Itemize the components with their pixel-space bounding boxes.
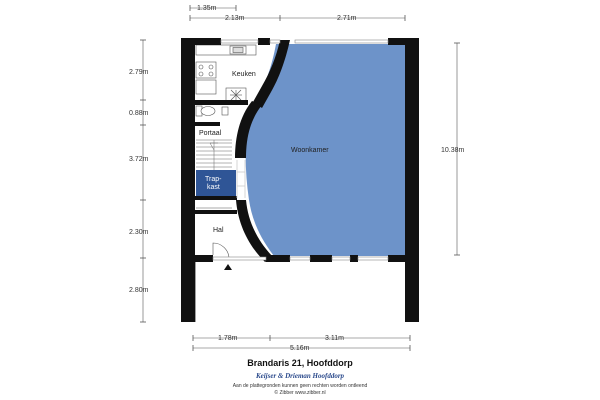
dim-left-3: 3.72m	[129, 156, 149, 163]
dim-left-5: 2.80m	[129, 287, 149, 294]
room-label-stair-closet-1: Trap-	[205, 176, 222, 183]
staircase	[196, 140, 232, 170]
room-label-hall: Hal	[213, 227, 224, 234]
dim-top-left: 2.13m	[225, 15, 245, 22]
bottom-dimensions	[193, 335, 410, 352]
toilet-washbasin	[222, 107, 228, 115]
entrance-door	[213, 243, 229, 258]
dim-bottom-left: 1.78m	[218, 335, 238, 342]
dim-top-small: 1.35m	[197, 5, 217, 12]
dim-bottom-right: 3.11m	[325, 335, 344, 342]
right-dimension	[441, 43, 465, 255]
agency-brand: Keijser & Drieman Hoofddorp	[255, 372, 345, 380]
room-label-porch: Portaal	[199, 130, 222, 137]
entrance-arrow-icon	[224, 264, 232, 270]
top-dimensions	[190, 5, 405, 22]
kitchen-counter	[196, 45, 256, 55]
room-label-living: Woonkamer	[291, 147, 329, 154]
copyright-text: © Zibber www.zibber.nl	[274, 390, 326, 396]
disclaimer-text: Aan de plattegronden kunnen geen rechten worden ontleend	[232, 383, 368, 389]
room-label-stair-closet-2: kast	[207, 184, 220, 191]
dim-left-2: 0.88m	[129, 110, 149, 117]
dim-right-total: 10.38m	[441, 147, 465, 154]
dim-bottom-total: 5.16m	[290, 345, 310, 352]
left-dimensions	[129, 40, 149, 322]
dim-top-right: 2.71m	[337, 15, 357, 22]
plan-title: Brandaris 21, Hoofddorp	[247, 358, 353, 368]
room-label-kitchen: Keuken	[232, 71, 256, 78]
glass-panels	[237, 160, 245, 198]
stove-icon	[196, 62, 216, 78]
toilet-icon	[196, 106, 215, 116]
dim-left-4: 2.30m	[129, 229, 149, 236]
dim-left-1: 2.79m	[129, 69, 149, 76]
